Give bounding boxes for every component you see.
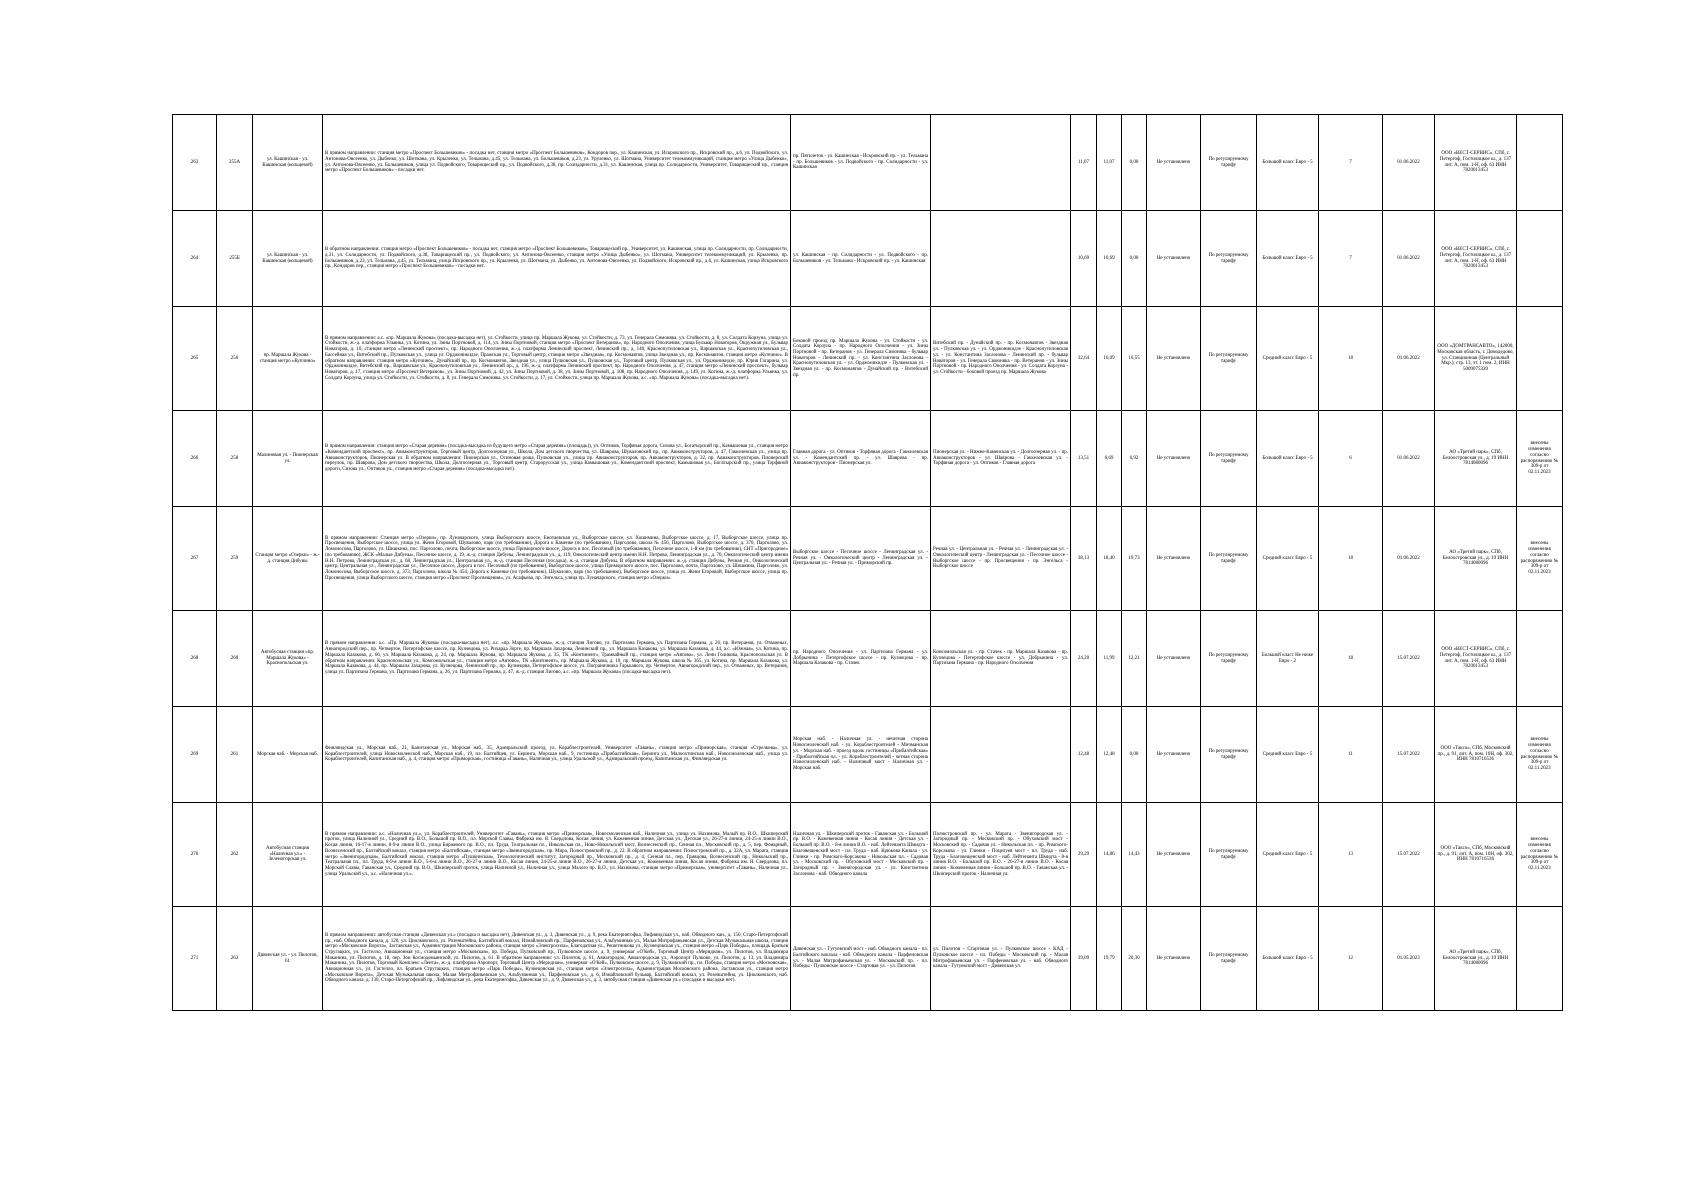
stops-order: Не установлено — [1147, 707, 1201, 803]
tariff-type: По регулируемому тарифу — [1201, 411, 1257, 507]
vehicle-class: Средний класс Евро - 5 — [1257, 307, 1319, 411]
route-name: ул. Кашинская - ул. Кашинская (кольцевой) — [253, 211, 323, 307]
length-forward: 10,69 — [1097, 211, 1122, 307]
vehicle-class: Большой класс Евро - 5 — [1257, 115, 1319, 211]
tariff-type: По регулируемому тарифу — [1201, 707, 1257, 803]
tariff-type: По регулируемому тарифу — [1201, 507, 1257, 611]
streets-backward: Пионерская ул. - Нижне-Каменская ул. - Долгоозерная ул. - пр. Авиаконструкторов - ул. Шаврова - Гаккелевская ул. - Торфяная дорога - ул. Оптиков - Главная дорога — [931, 411, 1071, 507]
streets-forward: пр. Народного Ополчения - ул. Партизана Германа - ул. Добрынина - Петергофское шоссе - пр. Кузнецова - пр. Маршала Казакова - пр. Стачек — [791, 611, 931, 707]
length-backward: 16,55 — [1122, 307, 1147, 411]
table-row — [173, 907, 1563, 1011]
tariff-type: По регулируемому тарифу — [1201, 211, 1257, 307]
table-row — [173, 707, 1563, 803]
stops-path: В прямом направлении: станция метро «Проспект Большевиков» - посадка нет, станция метро «Проспект Большевиков», Кондоров пер., ул. Кашинская, ул. Искровского пр., Искровский пр., д.6, ул. Подвойского, ул. Антонова-Овсеенко, ул. Дыбенко, ул. Шотмана, ул. Крыленко, ул. Тельмана, д.45, ул. Тельмана, ул. Большевиков, д.23, ул. Уруленко, ул. Шотмана, Университет телекоммуникаций, станция метро «Улица Дыбенко», ул. Антонова-Овсеенко, ул. Большевиков, улица ул. Подвойского, Товарищеский пр., ул. Подвойского, д.38, пр. Солидарности, д.31, ул. Кашинская, улица пр. Солидарности, Университет, Товарищеский пр., станция метро «Проспект Большевиков» - посадки нет. — [323, 115, 791, 211]
vehicle-class: Большой класс Не ниже Евро - 2 — [1257, 611, 1319, 707]
length-forward: 19,79 — [1097, 907, 1122, 1011]
table-row — [173, 307, 1563, 411]
registration-number: 260 — [217, 611, 253, 707]
routes-table — [172, 114, 1563, 1011]
streets-forward: Наличная ул. - Шкиперский проток - Гаванская ул. - Большой пр. В.О. - Кожевенная линия - Косая линия - Детская ул. - Большой пр. В.О. - 8-я линия В.О. - наб. Лейтенанта Шмидта - Благовещенский мост - пл. Труда - наб. Крюкова Канала - ул. Глинки - пр. Римского-Корсакова - Никольская пл. - Садовая ул. - Московский пр. - Обуховский мост - Московский пр. - Загородный пр. - Звенигородская ул. - ул. Константина Заслонова - наб. Обводного канала — [791, 803, 931, 907]
tariff-type: По регулируемому тарифу — [1201, 907, 1257, 1011]
stops-path: В прямом направлении: автобусная станция «Дивенская ул.» (посадка и высадка нет), Дивенская ул., д. 3, Дивенская ул., д. 9, река Екатерингофка, Лифляндская ул., наб. Обводного кан., д. 150, Старо-Петергофский пр., наб. Обводного канала, д. 120, ул. Циолковского, ул. Розенштейна, Балтийский вокзал, Измайловский пр., Парфеновская ул., Альбуминная ул., Малая Митрофаньевская ул., Детская Музыкальная школа, станция метро «Московские Ворота», Заставская ул., Администрация Московского района, станция метро «Электросила», Благодатная ул., Решетникова ул., Кузнецовская ул., станция метро «Парк Победы», площадь Братьев Стругацких, ул. Гастелло, Авиационная ул., станция метро «Московская», пр. Победы, Пулковский пр., Пулковское шоссе, д. 9, универмаг «О'Кей», Торговый Центр «Меридиан», ул. Пилотов, ул. Владимира Маканина, ул. Пилотов, д. 18, пер. Зои Космодемьянской, ул. Пилотов, д. 61. В обратном направлении: ул. Пилотов, д. 61, Авиагородок, Авиагородская ул., Аэропорт Пулково, ул. Пилотов, д. 13, ул. Владимира Маканина, ул. Пилотов, Торговый Комплекс «Лента», ж.-д. платформа Аэропорт, Торговый Центр «Меридиан», универмаг «О'Кей», Пулковское шоссе, д. 9, Пулковский пр., пл. Победы, станция метро «Московская», Авиационная ул., ул. Гастелло, пл. Братьев Стругацких, станция метро «Парк Победы», Кузнецовская ул., станция метро «Электросила», Администрация Московского района, Заставская ул., станция метро «Московские Ворота», Детская Музыкальная школа, Малая Митрофаньевская ул., Альбуминная ул., Парфеновская ул., д. 6, Измайловский бульвар, Балтийский вокзал, ул. Розенштейна, ул. Циолковского, наб. Обводного канала, д. 130, Старо-Петергофский пр., Лифляндская ул., река Екатерингофка, Дивенская ул., д. 9, Дивенская ул., д. 3, автобусная станция «Дивенская ул.» (посадки и высадки нет). — [323, 907, 791, 1011]
stops-path: В прямом направлении: а.с. «пр. Маршала Жукова» (посадка-высадка нет), ул. Стойкости, улица пр. Маршала Жукова, ул. Стойкости, д. 73, ул. Генерала Симоняка, ул. Стойкости, д. 8, ул. Солдата Корзуна, улица ул. Стойкости, ж.-д. платформа Ульянка, ул. Котина, ул. Зины Портновой, д. 114, ул. Зины Портновой, станция метро «Проспект Ветеранов», пр. Народного Ополчения, улица Бульвар Новаторов, Окружная ул., Бульвар Новаторов, д. 10, станция метро «Ленинский проспект», пр. Народного Ополчения, ж.-д. платформа Ленинский проспект, Ленинский пр., д. 140, Краснопутиловская ул., Варшавская ул., Краснопутиловская ул., Бассейная ул., Витебский пр., Пулковская ул., улица ул. Орджоникидзе, Пражская ул., Торговый центр, станция метро «Звездная», пр. Космонавтов, улица Звездная ул., пр. Космонавтов, станция метро «Купчино». В обратном направлении: станция метро «Купчино», Дунайский пр., пр. Космонавтов, Звездная ул., улица Пулковская ул., Пулковская ул., Торговый центр, Пулковская ул., ул. Орджоникидзе, пр. Юрия Гагарина, ул. Орджоникидзе, Витебский пр., Варшавская ул., Краснопутиловская ул., Ленинский пр., д. 196, ж.-д. платформа Ленинский проспект, пр. Народного Ополчения, д. 47, станция метро «Ленинский проспект», бульвар Новаторов, д. 17, станция метро «Проспект Ветеранов», ул. Зины Портновой, д. 42, ул. Зины Портновой, д. 38, ул. Зины Портновой, д. 108, пр. Народного Ополчения, д. 149, ул. Котина, ж.-д. платформа Ульянка, ул. Солдата Корзуна, улица ул. Стойкости, ул. Стойкости, д. 8, ул. Генерала Симоняка, ул. Стойкости, д. 17, ул. Стойкости, улица пр. Маршала Жукова, а.с. «пр. Маршала Жукова» (посадка-высадка нет). — [323, 307, 791, 411]
length-backward: 0,00 — [1122, 211, 1147, 307]
start-date: 01.06.2022 — [1383, 411, 1435, 507]
start-date: 15.07.2022 — [1383, 707, 1435, 803]
streets-forward: Морская наб. - Наличная ул. - нечетная сторона Новосмоленской наб. - ул. Кораблестроителей - Мичманская ул. - Морская наб. - проезд вдоль гостиницы «Прибалтийская» - Прибалтийская пл. - ул. Кораблестроителей - четная сторона Новосмоленской наб. - Наличный мост - Наличная ул. - Морская наб. — [791, 707, 931, 803]
note — [1517, 115, 1563, 211]
note — [1517, 611, 1563, 707]
route-number: 266 — [173, 411, 217, 507]
route-number: 271 — [173, 907, 217, 1011]
vehicle-count: 7 — [1319, 115, 1383, 211]
note: внесены изменения согласно распоряжению № 309-р от 02.11.2023 — [1517, 411, 1563, 507]
registration-number: 258 — [217, 411, 253, 507]
length-total: 10,69 — [1071, 211, 1097, 307]
vehicle-count: 7 — [1319, 211, 1383, 307]
registration-number: 256 — [217, 307, 253, 411]
streets-forward: Главная дорога - ул. Оптиков - Торфяная дорога - Гаккелевская ул. - Комендантский пр. - ул. Шаврова - пр. Авиаконструкторов - Пионерская ул. — [791, 411, 931, 507]
length-backward: 0,00 — [1122, 115, 1147, 211]
route-name: пр. Маршала Жукова - станция метро «Купчино» — [253, 307, 323, 411]
vehicle-class: Большой класс Евро - 5 — [1257, 411, 1319, 507]
table-row — [173, 507, 1563, 611]
carrier-info: ООО «Таксо», СПб, Московский пр., д. 91, лит. А, пом. 10Н, оф. 302, ИНН 7810716536 — [1435, 803, 1517, 907]
start-date: 15.07.2022 — [1383, 803, 1435, 907]
tariff-type: По регулируемому тарифу — [1201, 307, 1257, 411]
length-backward: 12,21 — [1122, 611, 1147, 707]
length-backward: 19,73 — [1122, 507, 1147, 611]
stops-order: Не установлено — [1147, 907, 1201, 1011]
length-backward: 0,00 — [1122, 707, 1147, 803]
table-row — [173, 803, 1563, 907]
length-forward: 6,69 — [1097, 411, 1122, 507]
length-total: 24,20 — [1071, 611, 1097, 707]
vehicle-count: 18 — [1319, 507, 1383, 611]
streets-backward: Комсомольская ул. - пр. Стачек - пр. Маршала Казакова - пр. Кузнецова - Петергофское шоссе - ул. Добрынина - ул. Партизана Германа - пр. Народного Ополчения — [931, 611, 1071, 707]
table-row — [173, 115, 1563, 211]
length-total: 32,64 — [1071, 307, 1097, 411]
tariff-type: По регулируемому тарифу — [1201, 803, 1257, 907]
registration-number: 255А — [217, 115, 253, 211]
length-total: 38,13 — [1071, 507, 1097, 611]
stops-path: В прямом направлении: а.с. «Пр. Маршала Жукова» (посадка-высадка нет), а.с. «пр. Маршала Жукова», ж.-д. станция Лигово, ул. Партизана Германа, ул. Партизана Германа, д. 26, пр. Ветеранов, ул. Отважных, Авиагородский пер., пр. Четвертое, Петергофское шоссе, пр. Кузнецова, ул. Рихарда Зорге, пр. Маршала Захарова, Ленинский пр., ул. Маршала Казакова, ул. Маршала Казакова, д. 44, а.с. «Южная», ул. Котина, пр. Маршала Казакова, д. 66, ул. Маршала Казакова, д. 24, пр. Маршала Жукова, пр. Маршала Жукова, д. 35, ТК «Континент», Трамвайный пр., станция метро «Автово», ул. Лени Голикова, Краснопольская ул. В обратном направлении: Краснопольская ул., Комсомольская ул., станция метро «Автово», ТК «Континент», пр. Маршала Жукова, д. 10, пр. Маршала Жукова, школа № 365, ул. Котина, пр. Маршала Казакова, ул. Маршала Казакова, д. 44, пр. Маршала Захарова, ул. Кузнецова, Ленинский пр., пр. Кузнецова, Петергофское шоссе, ул. Пограничника Гарькавого, пр. Четвертое, Авиагородский пер., ул. Отважных, пр. Ветеранов, улица ул. Партизана Германа, ул. Партизана Германа, д. 26, ул. Партизана Германа, д. 47, ж.-д. станция Лигово, а.с. «пр. Маршала Жукова» (посадка-высадка нет). — [323, 611, 791, 707]
streets-forward: Дивенская ул. - Гутуевский мост - наб. Обводного канала - пл. Балтийского вокзала - наб. Обводного канала - Парфеновская ул. - Малая Митрофаньевская ул. - Московский пр. - пл. Победы - Пулковское шоссе - Стартовая ул. - ул. Пилотов — [791, 907, 931, 1011]
route-number: 264 — [173, 211, 217, 307]
length-total: 13,51 — [1071, 411, 1097, 507]
stops-order: Не установлено — [1147, 115, 1201, 211]
stops-path: В прямом направлении: Станция метро «Озерки», пр. Луначарского, улица Выборгского шоссе, Енотаевская ул., Выборгское шоссе, ул. Хошимина, Выборгское шоссе, д. 17, Выборгское шоссе, улица пр. Просвещения, Выборгское шоссе, улица ул. Жени Егоровой, Шувалово, парк (по требованию), Дорога к Каменке (по требованию), Парголово, школа № 456, Парголово, Выборгское шоссе, д. 370, Парголово, ул. Ломоносова, Парголово, ул. Шишкина, пос. Парголово, почта, Выборгское шоссе, улица Приморского шоссе, Дорога в пос. Песочный (по требованию), Песочное шоссе, 1-й км (по требованию), СНТ «Пригородное» (по требованию), ЖСК «Малые Дибуны», Песочное шоссе, д. 19, ж.-д. станция Дибуны, Ленинградская ул., д. 119, Онкологический центр имени Н.Н. Петрова, Ленинградская ул., д. 70, Онкологический центр имени Н.Н. Петрова, Ленинградская ул., д. 68, Ленинградская ул., Центральная ул., ж.-д. станция Песочная (посадка), ж.-д. станция Дибуны. В обратном направлении: ж.-д. станция Дибуны, Речная ул., Онкологический центр, Центральная ул., Ленинградская ул., Песочное шоссе, Дорога в пос. Песочный (по требованию), Выборгское шоссе, улица Приморского шоссе, пос. Парголово, почта, Парголово, ул. Шишкина, Парголово, ул. Ломоносова, Выборгское шоссе, д. 373, Парголово, школа № 454, Дорога к Каменке (по требованию), Шувалово, парк (по требованию), Выборгское шоссе, улица ул. Жени Егоровой, Выборгское шоссе, улица пр. Просвещения, улица Выборгского шоссе, станция метро «Проспект Просвещения», ул. Асафьева, пр. Энгельса, улица пр. Луначарского, станция метро «Озерки». — [323, 507, 791, 611]
note: внесены изменения согласно распоряжению № 309-р от 02.11.2023 — [1517, 507, 1563, 611]
streets-forward: Боковой проезд пр. Маршала Жукова - ул. Стойкости - ул. Солдата Корзуна - пр. Народного Ополчения - ул. Зины Портновой - пр. Ветеранов - ул. Генерала Симоняка - бульвар Новаторов - Ленинский пр. - ул. Константина Заслонова - Краснопутиловская ул. - ул. Орджоникидзе - Пулковская ул. - Звездная ул. - пр. Космонавтов - Дунайский пр. - Витебский пр. — [791, 307, 931, 411]
route-name: Автобусная станция «пр. Маршала Жукова» - Краснопольская ул. — [253, 611, 323, 707]
streets-backward: Полюстровский пр. - ул. Марата - Звенигородская ул. - Загородный пр. - Московский пр. - Обуховский мост - Московский пр. - Садовая ул. - Никольская пл. - пр. Римского-Корсакова - ул. Глинки - Поцелуев мост - пл. Труда - наб. Труда - Благовещенский мост - наб. Лейтенанта Шмидта - 8-я линия В.О. - Большой пр. В.О. - 26-27-я линии В.О. - Косая линия - Кожевенная линия - Большой пр. В.О. - Гаванская ул. - Шкиперский проток - Наличная ул. — [931, 803, 1071, 907]
carrier-info: ООО «ВЕСТ-СЕРВИС», СПб, г. Петергоф, Гостилицкое ш., д. 137 лит. А, пом. 1-Н, оф. 63 ИНН 7820013453 — [1435, 611, 1517, 707]
tariff-type: По регулируемому тарифу — [1201, 115, 1257, 211]
length-forward: 12,48 — [1097, 707, 1122, 803]
length-backward: 20,30 — [1122, 907, 1147, 1011]
route-name: Станция метро «Озерки» - ж.-д. станция Дибуны — [253, 507, 323, 611]
vehicle-count: 18 — [1319, 611, 1383, 707]
stops-order: Не установлено — [1147, 211, 1201, 307]
vehicle-count: 12 — [1319, 907, 1383, 1011]
registration-number: 262 — [217, 803, 253, 907]
route-number: 265 — [173, 307, 217, 411]
carrier-info: ООО «ВЕСТ-СЕРВИС», СПб, г. Петергоф, Гостилицкое ш., д. 137 лит. А, пом. 1-Н, оф. 63 ИНН 7820013453 — [1435, 211, 1517, 307]
vehicle-count: 18 — [1319, 307, 1383, 411]
route-number: 263 — [173, 115, 217, 211]
streets-backward: Витебский пр. - Дунайский пр. - пр. Космонавтов - Звездная ул. - Пулковская ул. - ул. Орджоникидзе - Краснопутиловская ул. - ул. Константина Заслонова - Ленинский пр. - бульвар Новаторов - ул. Генерала Симоняка - пр. Ветеранов - ул. Зины Портновой - пр. Народного Ополчения - ул. Солдата Корзуна - ул. Стойкости - боковой проезд пр. Маршала Жукова — [931, 307, 1071, 411]
length-forward: 11,07 — [1097, 115, 1122, 211]
route-number: 267 — [173, 507, 217, 611]
stops-path: В прямом направлении: станция метро «Старая деревня» (посадка-высадка из будущего метро «Старая деревня» (площадь)), ул. Оптиков, Торфяная дорога, Сизова ул., Богатырский пр., Камышовая ул., станция метро «Комендантский проспект», пр. Авиаконструкторов, Торговый центр, Долгоозерная ул., Школа, Дом детского творчества, ул. Шаврова, Шуваловский пр., пр. Авиаконструкторов, д. 47, Гаккелевская ул., улица пр. Авиаконструкторов, Пионерская ул. В обратном направлении: Пионерская ул., Осиновая роща, Пулковская ул., улица пр. Авиаконструкторов, пр. Авиаконструкторов, д. 32, пр. Авиаконструкторов, Пионерский переулок, пр. Шаврова, Дом детского творчества, Школа, Долгоозерная ул., Торговый центр, Старорусская ул., улица Камышовая ул., Комендантский проспект, Камышовая ул., Богатырский пр., улица Торфяной дороги, Сизова ул., Оптиков ул., станция метро «Старая деревня» (посадка-высадка нет). — [323, 411, 791, 507]
route-name: Морская наб. - Морская наб. — [253, 707, 323, 803]
table-row — [173, 211, 1563, 307]
stops-path: В обратном направлении: станция метро «Проспект Большевиков» - посадка нет, станция метро «Проспект Большевиков», Товарищеский пр., Университет, ул. Кашинская, улица пр. Солидарности, пр. Солидарности, д.31, ул. Солидарности, ул. Подвойского, д.38, Товарищеский пр., ул. Подвойского, ул. Антонова-Овсеенко, станция метро «Улица Дыбенко», ул. Шотмана, Университет телекоммуникаций, ул. Крыленко, пр. Большевиков, д.23, ул. Тельмана, д.45, ул. Тельмана, улица Искровского пр., ул. Крыленко, ул. Шотмана, ул. Дыбенко, ул. Антонова-Овсеенко, ул. Подвойского, Искровский пр., д.6, ул. Кашинская, улица Искровского пр., Кондоров пер., станция метро «Проспект Большевиков» - посадки нет. — [323, 211, 791, 307]
streets-backward: Речная ул. - Центральная ул. - Речная ул. - Ленинградская ул. - Онкологический центр - Ленинградская ул. - Песочное шоссе - Выборгское шоссе - пр. Просвещения - пр. Энгельса - Выборгское шоссе — [931, 507, 1071, 611]
streets-forward: ул. Кашинская - пр. Солидарности - ул. Подвойского - пр. Большевиков - ул. Тельмана - Искровский пр. - ул. Кашинская — [791, 211, 931, 307]
streets-forward: Выборгское шоссе - Песочное шоссе - Ленинградская ул. - Речная ул. - Онкологический центр - Ленинградская ул. - Центральная ул. - Речная ул. - Приморский пр. — [791, 507, 931, 611]
registration-number: 255Б — [217, 211, 253, 307]
vehicle-class: Средний класс Евро - 5 — [1257, 507, 1319, 611]
carrier-info: ООО «ДОМТРАНСАВТО», 142000, Московская область, г. Домодедово, ул. Станционная (Центральный Мкр.), стр. 13, эт. 1 пом. 2, ИНН 5009075320 — [1435, 307, 1517, 411]
length-total: 39,09 — [1071, 907, 1097, 1011]
vehicle-count: 6 — [1319, 411, 1383, 507]
streets-forward: пр. Пятилеток - ул. Кашинская - Искровский пр. - ул. Тельмана - пр. Большевиков - ул. Подвойского - пр. Солидарности - ул. Кашинская — [791, 115, 931, 211]
streets-backward — [931, 115, 1071, 211]
carrier-info: АО «Третий парк», СПб, Белоостровская ул., д. 19 ИНН 7814080096 — [1435, 507, 1517, 611]
stops-order: Не установлено — [1147, 411, 1201, 507]
route-name: ул. Кашинская - ул. Кашинская (кольцевой) — [253, 115, 323, 211]
start-date: 01.06.2022 — [1383, 507, 1435, 611]
stops-path: Финляндская ул., Морская наб., 21, Капитанская ул., Морская наб., 35, Адмиральский проезд, ул. Кораблестроителей, Университет «Гавань», станция метро «Приморская», станция «Стрелкова», ул. Кораблестроителей, улица Новосмоленской наб., Морская наб., 19, пл. Балтийцев, ул. Беринга, Морская наб., 9, гостиница «Прибалтийская», Беринга ул., Малоохтинская наб., Новосмоленская наб., улица ул. Кораблестроителей, Капитанская наб., д. 4, станция метро «Приморская», гостиница «Гавань», Наличная ул., улица Уральской ул., Адмиральский проезд, Капитанская ул., Финляндская ул. — [323, 707, 791, 803]
carrier-info: АО «Третий парк», СПб, Белоостровская ул., д. 19 ИНН 7814080096 — [1435, 907, 1517, 1011]
length-total: 11,07 — [1071, 115, 1097, 211]
carrier-info: АО «Третий парк», СПб, Белоостровская ул., д. 19 ИНН 7814080096 — [1435, 411, 1517, 507]
registration-number: 259 — [217, 507, 253, 611]
tariff-type: По регулируемому тарифу — [1201, 611, 1257, 707]
route-number: 268 — [173, 611, 217, 707]
streets-backward — [931, 211, 1071, 307]
route-name: Малиновая ул. - Пионерская ул. — [253, 411, 323, 507]
length-backward: 14,43 — [1122, 803, 1147, 907]
vehicle-class: Большой класс Евро - 5 — [1257, 907, 1319, 1011]
registration-number: 263 — [217, 907, 253, 1011]
vehicle-count: 11 — [1319, 707, 1383, 803]
length-forward: 14,86 — [1097, 803, 1122, 907]
stops-path: В прямом направлении: а.с. «Наличная ул.», ул. Кораблестроителей, Университет «Гавань», станция метро «Приморская», Новосмоленская наб., Наличная ул., улица ул. Нахимова, Малый пр. В.О., Шкиперский проток, улица Наличной ул., Средний пр. В.О., Большой пр. В.О., пл. Морской Славы, Фабрика им. Я. Свердлова, Косая линия, ул. Кожевенная линия, Детская ул., Детская ул., 26-27-я линии, 24-25-я линии В.О., Косая линия, 16-17-я линии, 8-9-я линии В.О., улица Биржевого пр. В.О., пл. Труда, Театральная пл., Никольская пл., Ново-Никольский мост, Вознесенский пр., Сенная пл., Московский пр., д. 5, пер. Фонарный, Вознесенский пр., Балтийский вокзал, станция метро «Балтийская», станция метро «Звенигородская», пр. Мира, Полюстровский пр., д. 22. В обратном направлении: Полюстровский пр., д. 32А, ул. Марата, станция метро «Звенигородская», Балтийский вокзал, станция метро «Пушкинская», Технологический институт, Загородный пр., Московский пр., д. 4, Сенная пл., пер. Гривцова, Вознесенский пр., Никольский пр., Театральная пл., пл. Труда, 8-9-я линии В.О., 5-6-я линии В.О., 26-27-я линии В.О., Косая линия, 24-25-я линии В.О., 26-27-я линии, Детская ул., Кожевенная линия, Косая линия, Фабрика им. Я. Свердлова, пл. Морской Славы, Гаванская ул., Средний пр. В.О., Шкиперский проток, улица Наличной ул., Наличная ул., улица Малого пр. В.О., ул. Нахимова, станция метро «Приморская», университет «Гавань», Наличная ул., улица Уральской ул., а.с. «Наличная ул.». — [323, 803, 791, 907]
stops-order: Не установлено — [1147, 307, 1201, 411]
note — [1517, 211, 1563, 307]
stops-order: Не установлено — [1147, 611, 1201, 707]
carrier-info: ООО «ВЕСТ-СЕРВИС», СПб, г. Петергоф, Гостилицкое ш., д. 137 лит. А, пом. 1-Н, оф. 63 ИНН 7820013453 — [1435, 115, 1517, 211]
length-total: 29,29 — [1071, 803, 1097, 907]
route-name: Дивенская ул. - ул. Пилотов, 61 — [253, 907, 323, 1011]
table-row — [173, 611, 1563, 707]
note — [1517, 907, 1563, 1011]
route-name: Автобусная станция «Наличная ул.» - Зеленогорская ул. — [253, 803, 323, 907]
registration-number: 261 — [217, 707, 253, 803]
start-date: 01.06.2022 — [1383, 307, 1435, 411]
length-total: 12,48 — [1071, 707, 1097, 803]
route-number: 270 — [173, 803, 217, 907]
length-backward: 6,92 — [1122, 411, 1147, 507]
vehicle-class: Средний класс Евро - 5 — [1257, 707, 1319, 803]
vehicle-count: 13 — [1319, 803, 1383, 907]
route-number: 269 — [173, 707, 217, 803]
note — [1517, 307, 1563, 411]
note: внесены изменения согласно распоряжению № 309-р от 02.11.2023 — [1517, 803, 1563, 907]
table-row — [173, 411, 1563, 507]
stops-order: Не установлено — [1147, 803, 1201, 907]
start-date: 15.07.2022 — [1383, 611, 1435, 707]
length-forward: 16,09 — [1097, 307, 1122, 411]
length-forward: 18,40 — [1097, 507, 1122, 611]
vehicle-class: Большой класс Евро - 5 — [1257, 211, 1319, 307]
length-forward: 11,99 — [1097, 611, 1122, 707]
vehicle-class: Средний класс Евро - 5 — [1257, 803, 1319, 907]
start-date: 01.06.2022 — [1383, 115, 1435, 211]
stops-order: Не установлено — [1147, 507, 1201, 611]
start-date: 01.05.2023 — [1383, 907, 1435, 1011]
streets-backward: ул. Пилотов - Стартовая ул. - Пулковское шоссе - КАД - Пулковское шоссе - пл. Победы - Московский пр. - Малая Митрофаньевская ул. - Парфеновская ул. - наб. Обводного канала - Гутуевский мост - Дивенская ул. — [931, 907, 1071, 1011]
streets-backward — [931, 707, 1071, 803]
note: внесены изменения согласно распоряжению № 309-р от 02.11.2023 — [1517, 707, 1563, 803]
carrier-info: ООО «Таксо», СПб, Московский пр., д. 91, лит. А, пом. 10Н, оф. 302, ИНН 7810716536 — [1435, 707, 1517, 803]
start-date: 01.06.2022 — [1383, 211, 1435, 307]
